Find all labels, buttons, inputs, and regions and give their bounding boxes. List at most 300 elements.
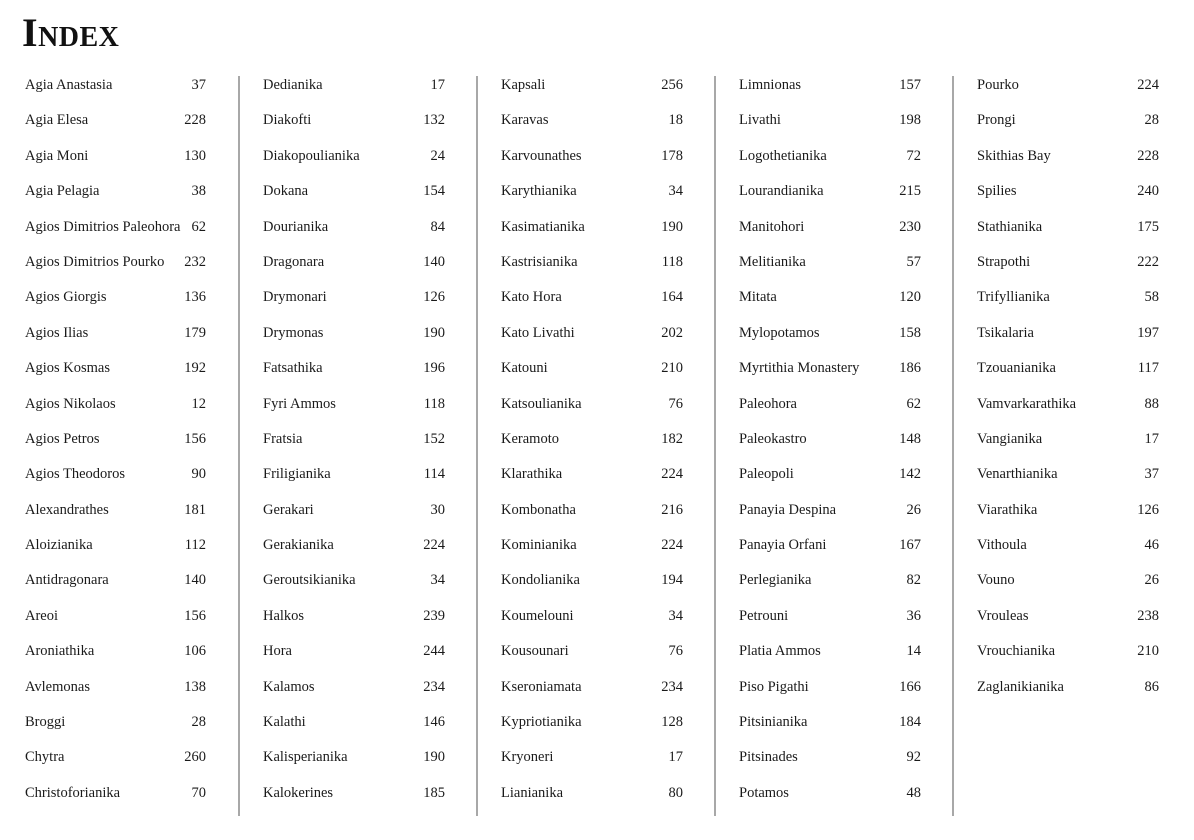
index-entry — [478, 174, 716, 209]
entry-name: Livathi — [739, 112, 781, 129]
entry-page-number: 228 — [1137, 147, 1159, 164]
index-entry — [0, 245, 240, 280]
index-entry — [716, 599, 954, 634]
index-entry — [240, 103, 478, 138]
index-entry — [0, 280, 240, 315]
entry-name: Agios Nikolaos — [25, 395, 116, 412]
index-entry — [478, 316, 716, 351]
entry-page-number: 228 — [184, 112, 206, 129]
index-entry — [478, 68, 716, 103]
index-entry — [240, 387, 478, 422]
entry-page-number: 17 — [430, 77, 445, 93]
index-entry — [478, 740, 716, 775]
index-entry — [240, 670, 478, 705]
index-entry — [716, 705, 954, 740]
index-entry — [716, 493, 954, 528]
entry-page-number: 194 — [661, 572, 683, 589]
index-entry — [716, 316, 954, 351]
index-entry — [954, 316, 1194, 351]
index-entry — [478, 599, 716, 634]
entry-page-number: 88 — [1144, 395, 1159, 412]
entry-page-number: 146 — [423, 714, 445, 731]
entry-page-number: 14 — [906, 643, 921, 660]
entry-page-number: 164 — [661, 289, 683, 306]
entry-name: Geroutsikianika — [263, 572, 356, 589]
index-entry — [716, 457, 954, 492]
index-entry — [240, 493, 478, 528]
entry-page-number: 185 — [423, 784, 445, 801]
entry-name: Klarathika — [501, 466, 563, 483]
index-entry — [954, 139, 1194, 174]
entry-name: Petrouni — [739, 607, 789, 624]
index-column-2 — [240, 68, 478, 816]
entry-page-number: 197 — [1137, 324, 1159, 341]
entry-page-number: 128 — [661, 714, 683, 731]
entry-name: Katsoulianika — [501, 395, 582, 412]
entry-name: Kondolianika — [501, 572, 580, 589]
entry-name: Broggi — [25, 714, 66, 731]
entry-page-number: 80 — [668, 784, 683, 801]
entry-page-number: 34 — [430, 572, 445, 589]
entry-name: Fyri Ammos — [263, 395, 336, 412]
index-entry — [954, 422, 1194, 457]
index-entry — [240, 563, 478, 598]
entry-name: Agia Anastasia — [25, 77, 113, 93]
entry-page-number: 28 — [191, 714, 206, 731]
index-entry — [478, 670, 716, 705]
index-entry — [954, 68, 1194, 103]
entry-page-number: 184 — [899, 714, 921, 731]
entry-page-number: 196 — [423, 360, 445, 377]
entry-page-number: 175 — [1137, 218, 1159, 235]
entry-page-number: 186 — [899, 360, 921, 377]
entry-name: Chytra — [25, 749, 65, 766]
entry-page-number: 210 — [661, 360, 683, 377]
entry-name: Melitianika — [739, 253, 806, 270]
page-title: Index — [22, 10, 120, 55]
entry-page-number: 167 — [899, 537, 921, 554]
entry-name: Vrouleas — [977, 607, 1029, 624]
entry-page-number: 34 — [668, 183, 683, 200]
entry-page-number: 70 — [191, 784, 206, 801]
entry-page-number: 157 — [899, 77, 921, 93]
entry-page-number: 202 — [661, 324, 683, 341]
entry-name: Agios Ilias — [25, 324, 89, 341]
entry-page-number: 240 — [1137, 183, 1159, 200]
index-entry — [0, 705, 240, 740]
entry-name: Zaglanikianika — [977, 678, 1064, 695]
index-entry — [0, 387, 240, 422]
index-entry — [0, 493, 240, 528]
index-entry — [478, 528, 716, 563]
index-entry — [478, 351, 716, 386]
index-entry — [716, 139, 954, 174]
index-entry — [954, 634, 1194, 669]
index-entry — [954, 670, 1194, 705]
index-entry — [954, 245, 1194, 280]
entry-page-number: 138 — [184, 678, 206, 695]
entry-page-number: 140 — [423, 253, 445, 270]
entry-name: Kapsali — [501, 77, 546, 93]
index-entry — [478, 563, 716, 598]
entry-name: Agios Giorgis — [25, 289, 107, 306]
index-entry — [0, 210, 240, 245]
entry-name: Friligianika — [263, 466, 331, 483]
entry-name: Aloizianika — [25, 537, 93, 554]
entry-page-number: 234 — [661, 678, 683, 695]
entry-name: Fratsia — [263, 430, 303, 447]
entry-page-number: 192 — [184, 360, 206, 377]
index-entry — [240, 740, 478, 775]
entry-page-number: 76 — [668, 395, 683, 412]
index-entry — [954, 351, 1194, 386]
entry-name: Koumelouni — [501, 607, 574, 624]
entry-page-number: 86 — [1144, 678, 1159, 695]
entry-page-number: 179 — [184, 324, 206, 341]
entry-page-number: 82 — [906, 572, 921, 589]
entry-page-number: 72 — [906, 147, 921, 164]
entry-page-number: 37 — [1144, 466, 1159, 483]
entry-name: Kastrisianika — [501, 253, 578, 270]
entry-name: Areoi — [25, 607, 59, 624]
entry-name: Mitata — [739, 289, 777, 306]
index-entry — [478, 705, 716, 740]
entry-name: Mylopotamos — [739, 324, 820, 341]
entry-name: Tzouanianika — [977, 360, 1056, 377]
entry-page-number: 210 — [1137, 643, 1159, 660]
entry-page-number: 120 — [899, 289, 921, 306]
entry-name: Katouni — [501, 360, 548, 377]
entry-page-number: 18 — [668, 112, 683, 129]
entry-name: Myrtithia Monastery — [739, 360, 860, 377]
entry-name: Agia Pelagia — [25, 183, 100, 200]
entry-page-number: 234 — [423, 678, 445, 695]
index-columns — [0, 68, 1194, 816]
entry-name: Dragonara — [263, 253, 325, 270]
index-entry — [240, 422, 478, 457]
entry-name: Gerakianika — [263, 537, 334, 554]
entry-page-number: 92 — [906, 749, 921, 766]
index-entry — [954, 599, 1194, 634]
entry-page-number: 224 — [1137, 77, 1159, 93]
entry-page-number: 90 — [191, 466, 206, 483]
entry-page-number: 126 — [423, 289, 445, 306]
entry-name: Kalathi — [263, 714, 306, 731]
entry-name: Kominianika — [501, 537, 577, 554]
index-entry — [478, 776, 716, 811]
entry-page-number: 30 — [430, 501, 445, 518]
index-entry — [0, 599, 240, 634]
entry-name: Kalisperianika — [263, 749, 348, 766]
entry-page-number: 58 — [1144, 289, 1159, 306]
entry-name: Kseroniamata — [501, 678, 582, 695]
index-entry — [716, 245, 954, 280]
entry-page-number: 12 — [191, 395, 206, 412]
index-entry — [716, 210, 954, 245]
entry-page-number: 142 — [899, 466, 921, 483]
entry-page-number: 28 — [1144, 112, 1159, 129]
entry-name: Karavas — [501, 112, 549, 129]
entry-page-number: 239 — [423, 607, 445, 624]
entry-name: Christoforianika — [25, 784, 121, 801]
entry-page-number: 130 — [184, 147, 206, 164]
entry-name: Paleohora — [739, 395, 797, 412]
entry-page-number: 215 — [899, 183, 921, 200]
index-entry — [240, 457, 478, 492]
entry-page-number: 37 — [191, 77, 206, 93]
entry-name: Potamos — [739, 784, 789, 801]
index-column-1 — [0, 68, 240, 816]
entry-page-number: 190 — [661, 218, 683, 235]
entry-name: Vithoula — [977, 537, 1027, 554]
index-column-5 — [954, 68, 1194, 816]
index-entry — [716, 528, 954, 563]
entry-page-number: 126 — [1137, 501, 1159, 518]
index-entry — [716, 776, 954, 811]
entry-page-number: 166 — [899, 678, 921, 695]
entry-name: Kryoneri — [501, 749, 554, 766]
index-entry — [954, 563, 1194, 598]
entry-name: Lianianika — [501, 784, 564, 801]
index-entry — [478, 245, 716, 280]
entry-page-number: 232 — [184, 253, 206, 270]
entry-page-number: 34 — [668, 607, 683, 624]
index-entry — [240, 776, 478, 811]
entry-page-number: 57 — [906, 253, 921, 270]
index-entry — [954, 457, 1194, 492]
entry-page-number: 182 — [661, 430, 683, 447]
index-entry — [954, 280, 1194, 315]
entry-page-number: 224 — [661, 466, 683, 483]
entry-name: Alexandrathes — [25, 501, 109, 518]
index-entry — [240, 316, 478, 351]
index-entry — [240, 351, 478, 386]
index-entry — [478, 103, 716, 138]
index-entry — [954, 210, 1194, 245]
entry-page-number: 76 — [668, 643, 683, 660]
index-entry — [478, 422, 716, 457]
entry-name: Keramoto — [501, 430, 559, 447]
index-entry — [0, 316, 240, 351]
entry-page-number: 140 — [184, 572, 206, 589]
index-entry — [240, 174, 478, 209]
entry-page-number: 230 — [899, 218, 921, 235]
index-entry — [240, 245, 478, 280]
index-entry — [954, 174, 1194, 209]
entry-page-number: 26 — [1144, 572, 1159, 589]
entry-name: Trifyllianika — [977, 289, 1050, 306]
entry-name: Dourianika — [263, 218, 329, 235]
entry-name: Skithias Bay — [977, 147, 1051, 164]
entry-page-number: 118 — [423, 395, 445, 412]
entry-page-number: 106 — [184, 643, 206, 660]
entry-name: Manitohori — [739, 218, 805, 235]
entry-name: Kombonatha — [501, 501, 576, 518]
index-entry — [0, 68, 240, 103]
entry-page-number: 224 — [661, 537, 683, 554]
entry-name: Venarthianika — [977, 466, 1058, 483]
entry-name: Kato Hora — [501, 289, 562, 306]
entry-page-number: 24 — [430, 147, 445, 164]
entry-page-number: 136 — [184, 289, 206, 306]
entry-name: Kalokerines — [263, 784, 334, 801]
entry-page-number: 190 — [423, 749, 445, 766]
index-entry — [240, 68, 478, 103]
entry-page-number: 114 — [423, 466, 445, 483]
entry-page-number: 112 — [184, 537, 206, 554]
entry-name: Hora — [263, 643, 292, 660]
entry-page-number: 158 — [899, 324, 921, 341]
entry-name: Vouno — [977, 572, 1015, 589]
entry-name: Agios Theodoros — [25, 466, 126, 483]
index-entry — [478, 210, 716, 245]
entry-name: Limnionas — [739, 77, 802, 93]
entry-page-number: 156 — [184, 607, 206, 624]
index-entry — [716, 634, 954, 669]
entry-name: Piso Pigathi — [739, 678, 809, 695]
entry-name: Avlemonas — [25, 678, 90, 695]
entry-page-number: 17 — [1144, 430, 1159, 447]
entry-name: Vamvarkarathika — [977, 395, 1077, 412]
index-entry — [240, 210, 478, 245]
entry-name: Panayia Orfani — [739, 537, 827, 554]
entry-name: Fatsathika — [263, 360, 323, 377]
entry-name: Dedianika — [263, 77, 323, 93]
index-entry — [478, 280, 716, 315]
entry-page-number: 148 — [899, 430, 921, 447]
entry-name: Agia Moni — [25, 147, 89, 164]
entry-name: Stathianika — [977, 218, 1043, 235]
entry-name: Kousounari — [501, 643, 569, 660]
index-entry — [478, 634, 716, 669]
entry-page-number: 46 — [1144, 537, 1159, 554]
entry-name: Agios Petros — [25, 430, 100, 447]
index-entry — [0, 457, 240, 492]
index-entry — [0, 103, 240, 138]
entry-name: Platia Ammos — [739, 643, 821, 660]
entry-page-number: 48 — [906, 784, 921, 801]
index-entry — [240, 634, 478, 669]
entry-name: Paleopoli — [739, 466, 794, 483]
entry-page-number: 178 — [661, 147, 683, 164]
entry-name: Logothetianika — [739, 147, 827, 164]
entry-page-number: 198 — [899, 112, 921, 129]
entry-name: Agia Elesa — [25, 112, 89, 129]
entry-name: Perlegianika — [739, 572, 812, 589]
index-entry — [478, 493, 716, 528]
entry-name: Vangianika — [977, 430, 1043, 447]
entry-name: Tsikalaria — [977, 324, 1034, 341]
index-entry — [954, 528, 1194, 563]
entry-page-number: 62 — [191, 218, 206, 235]
entry-name: Pourko — [977, 77, 1019, 93]
index-entry — [240, 280, 478, 315]
entry-name: Kasimatianika — [501, 218, 585, 235]
index-entry — [716, 103, 954, 138]
entry-page-number: 222 — [1137, 253, 1159, 270]
entry-name: Antidragonara — [25, 572, 109, 589]
index-entry — [0, 776, 240, 811]
entry-page-number: 26 — [906, 501, 921, 518]
index-column-4 — [716, 68, 954, 816]
entry-page-number: 132 — [423, 112, 445, 129]
entry-name: Paleokastro — [739, 430, 807, 447]
entry-page-number: 117 — [1137, 360, 1159, 377]
index-entry — [716, 351, 954, 386]
entry-name: Vrouchianika — [977, 643, 1056, 660]
entry-name: Agios Dimitrios Paleohora — [25, 218, 181, 235]
entry-name: Strapothi — [977, 253, 1031, 270]
index-entry — [0, 740, 240, 775]
entry-name: Halkos — [263, 607, 305, 624]
entry-page-number: 17 — [668, 749, 683, 766]
entry-page-number: 156 — [184, 430, 206, 447]
entry-name: Dokana — [263, 183, 309, 200]
entry-name: Diakopoulianika — [263, 147, 360, 164]
entry-name: Kalamos — [263, 678, 315, 695]
entry-name: Spilies — [977, 183, 1017, 200]
entry-name: Diakofti — [263, 112, 312, 129]
entry-page-number: 244 — [423, 643, 445, 660]
index-entry — [240, 139, 478, 174]
entry-name: Agios Kosmas — [25, 360, 110, 377]
entry-page-number: 256 — [661, 77, 683, 93]
entry-name: Pitsinianika — [739, 714, 808, 731]
index-entry — [716, 280, 954, 315]
index-entry — [0, 422, 240, 457]
index-entry — [478, 139, 716, 174]
index-entry — [716, 563, 954, 598]
index-entry — [240, 599, 478, 634]
entry-name: Drymonas — [263, 324, 324, 341]
index-entry — [0, 670, 240, 705]
entry-page-number: 84 — [430, 218, 445, 235]
entry-name: Viarathika — [977, 501, 1038, 518]
index-entry — [716, 387, 954, 422]
entry-page-number: 152 — [423, 430, 445, 447]
index-entry — [0, 139, 240, 174]
entry-name: Gerakari — [263, 501, 314, 518]
entry-page-number: 118 — [661, 253, 683, 270]
entry-name: Kypriotianika — [501, 714, 582, 731]
entry-page-number: 181 — [184, 501, 206, 518]
index-entry — [0, 563, 240, 598]
entry-page-number: 62 — [906, 395, 921, 412]
index-entry — [954, 103, 1194, 138]
index-entry — [716, 68, 954, 103]
entry-name: Panayia Despina — [739, 501, 837, 518]
entry-name: Lourandianika — [739, 183, 824, 200]
entry-page-number: 190 — [423, 324, 445, 341]
entry-name: Agios Dimitrios Pourko — [25, 253, 165, 270]
entry-name: Karythianika — [501, 183, 577, 200]
index-entry — [0, 174, 240, 209]
entry-name: Aroniathika — [25, 643, 95, 660]
entry-page-number: 260 — [184, 749, 206, 766]
index-entry — [716, 174, 954, 209]
index-entry — [954, 493, 1194, 528]
index-entry — [716, 422, 954, 457]
index-entry — [0, 634, 240, 669]
index-entry — [716, 740, 954, 775]
entry-name: Drymonari — [263, 289, 327, 306]
index-entry — [0, 351, 240, 386]
entry-page-number: 154 — [423, 183, 445, 200]
entry-page-number: 38 — [191, 183, 206, 200]
index-column-3 — [478, 68, 716, 816]
index-entry — [954, 387, 1194, 422]
entry-page-number: 36 — [906, 607, 921, 624]
